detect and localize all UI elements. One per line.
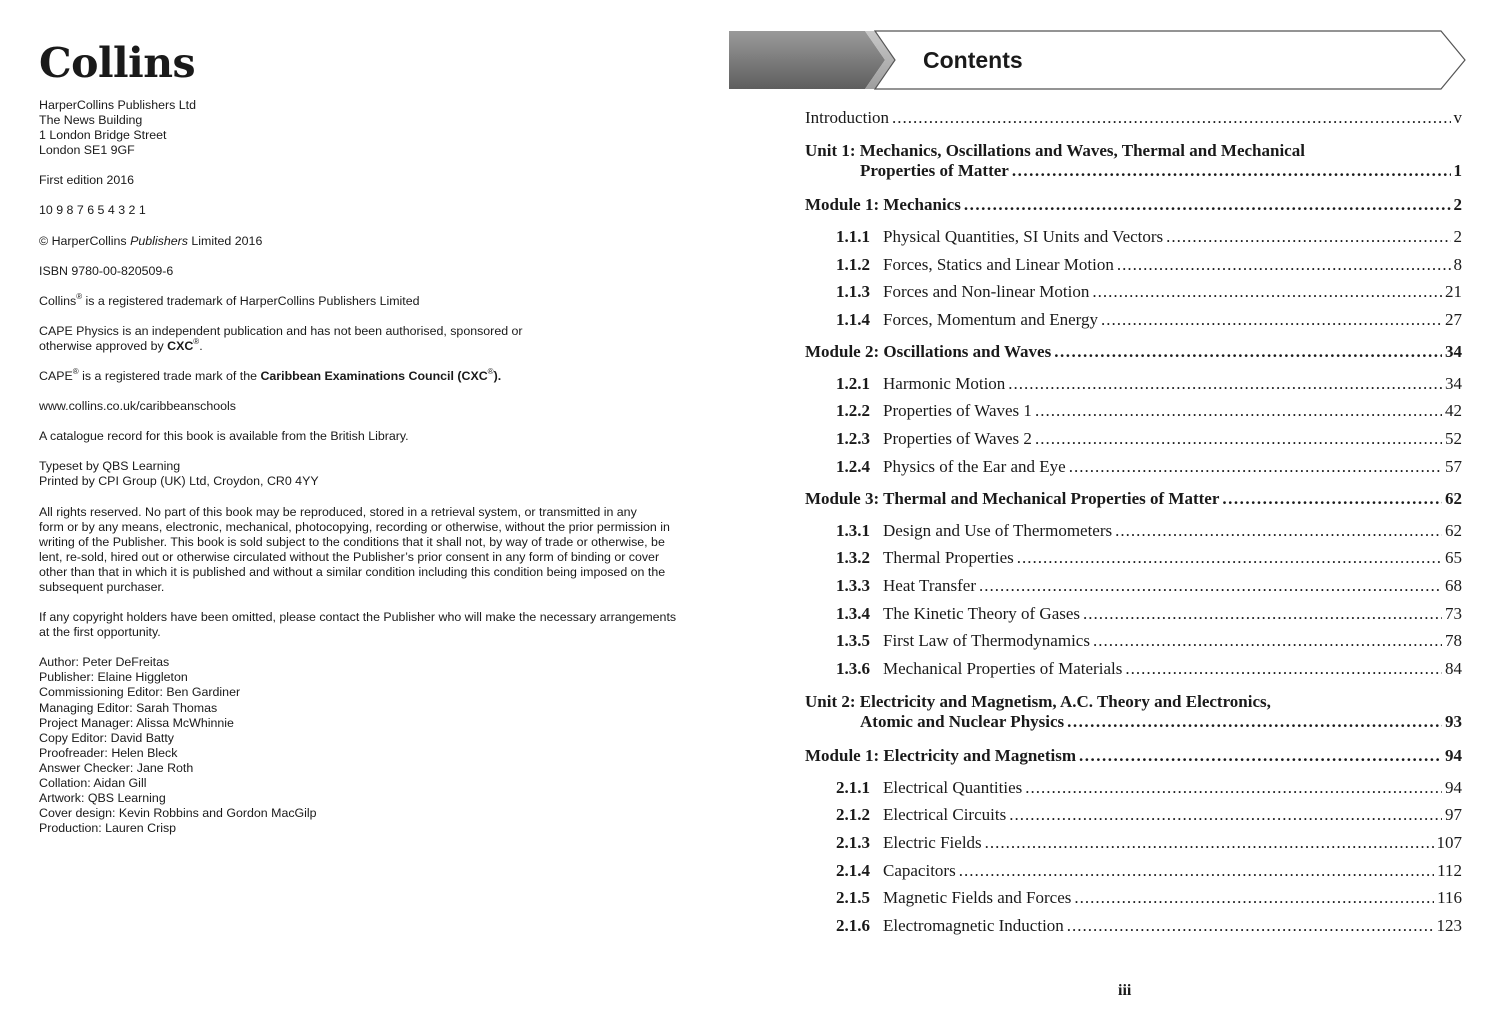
toc-section[interactable]: 1.3.3 Heat Transfer ..... 68 <box>805 576 1462 604</box>
copyright-text: © HarperCollins Publishers Limited 2016 <box>39 233 263 248</box>
unit-title-line2: Atomic and Nuclear Physics ..... 93 <box>805 712 1462 732</box>
address-line: London SE1 9GF <box>39 143 135 158</box>
isbn-text: ISBN 9780-00-820509-6 <box>39 263 174 278</box>
rights-text: All rights reserved. No part of this book may be reproduced, stored in a retrieval system, or transmitted in any form or by any means, electronic, mechanical, photocopying, recording or otherwise, without the prior permission in writing of the Publisher. This book is sold subject to the conditions that it shall not, by way of trade or otherwise, be lent, re-sold, hired out or otherwise circulated without the Publisher’s prior consent in any form of binding or cover other than that in which it is published and without a similar condition including this condition being imposed on the subsequent purchaser. <box>39 504 670 594</box>
unit-title-line2: Properties of Matter ..... 1 <box>805 161 1462 181</box>
toc-section[interactable]: 1.3.4 The Kinetic Theory of Gases ..... 73 <box>805 604 1462 632</box>
toc-section[interactable]: 1.3.1 Design and Use of Thermometers ..... 62 <box>805 521 1462 549</box>
toc-section[interactable]: 1.1.4 Forces, Momentum and Energy ..... 27 <box>805 310 1462 338</box>
cape-trademark-text: CAPE® is a registered trade mark of the Caribbean Examinations Council (CXC®). <box>39 366 502 384</box>
omitted-holders-text: If any copyright holders have been omitted, please contact the Publisher who will make the necessary arrangements at the first opportunity. <box>39 610 677 640</box>
toc-section[interactable]: 1.1.1 Physical Quantities, SI Units and Vectors ..... 2 <box>805 227 1462 255</box>
toc-section[interactable]: 1.3.6 Mechanical Properties of Materials ..... 84 <box>805 659 1462 687</box>
credit-line: Copy Editor: David Batty <box>39 730 174 745</box>
trademark-text: Collins® is a registered trademark of HarperCollins Publishers Limited <box>39 291 420 308</box>
credit-line: Production: Lauren Crisp <box>39 821 177 836</box>
toc-section[interactable]: 2.1.1 Electrical Quantities ..... 94 <box>805 778 1462 806</box>
toc-entry-module-1-2[interactable]: Module 2: Oscillations and Waves ..... 34 <box>805 338 1462 374</box>
address-line: HarperCollins Publishers Ltd <box>39 98 197 112</box>
address-line: 1 London Bridge Street <box>39 128 167 143</box>
catalogue-text: A catalogue record for this book is available from the British Library. <box>39 429 409 444</box>
toc-entry-module-1-3[interactable]: Module 3: Thermal and Mechanical Properties of Matter ..... 62 <box>805 485 1462 521</box>
collins-logo: Collins <box>39 39 196 87</box>
table-of-contents <box>805 108 1462 944</box>
credit-line: Answer Checker: Jane Roth <box>39 760 194 775</box>
credit-line: Artwork: QBS Learning <box>39 791 166 806</box>
toc-entry-introduction[interactable]: Introduction ..... v <box>805 108 1462 136</box>
toc-section[interactable]: 2.1.3 Electric Fields ..... 107 <box>805 833 1462 861</box>
toc-section[interactable]: 2.1.2 Electrical Circuits ..... 97 <box>805 805 1462 833</box>
toc-section[interactable]: 1.2.1 Harmonic Motion ..... 34 <box>805 374 1462 402</box>
toc-entry-module-2-1[interactable]: Module 1: Electricity and Magnetism ..... 94 <box>805 742 1462 778</box>
toc-section[interactable]: 1.1.2 Forces, Statics and Linear Motion ..... 8 <box>805 255 1462 283</box>
toc-section[interactable]: 1.2.4 Physics of the Ear and Eye ..... 57 <box>805 457 1462 485</box>
credit-line: Proofreader: Helen Bleck <box>39 745 178 760</box>
credit-line: Managing Editor: Sarah Thomas <box>39 700 218 715</box>
typeset-text: Typeset by QBS Learning Printed by CPI Group (UK) Ltd, Croydon, CR0 4YY <box>39 459 319 489</box>
edition-text: First edition 2016 <box>39 173 135 188</box>
banner-arrow-shape <box>729 30 1469 90</box>
toc-section[interactable]: 1.2.2 Properties of Waves 1 ..... 42 <box>805 401 1462 429</box>
unit-title-line1: Unit 2: Electricity and Magnetism, A.C. Theory and Electronics, <box>805 691 1271 711</box>
credit-line: Project Manager: Alissa McWhinnie <box>39 715 234 730</box>
toc-section[interactable]: 2.1.6 Electromagnetic Induction ..... 123 <box>805 916 1462 944</box>
toc-entry-module-1-1[interactable]: Module 1: Mechanics ..... 2 <box>805 191 1462 227</box>
toc-section[interactable]: 1.3.5 First Law of Thermodynamics ..... 78 <box>805 631 1462 659</box>
unit-title-line1: Unit 1: Mechanics, Oscillations and Waves, Thermal and Mechanical <box>805 141 1305 160</box>
website-link[interactable]: www.collins.co.uk/caribbeanschools <box>39 399 236 414</box>
credits-list <box>39 655 699 836</box>
toc-section[interactable]: 1.3.2 Thermal Properties ..... 65 <box>805 548 1462 576</box>
credit-line: Publisher: Elaine Higgleton <box>39 670 188 685</box>
toc-section[interactable]: 2.1.4 Capacitors ..... 112 <box>805 861 1462 889</box>
toc-entry-unit-1[interactable] <box>805 136 1462 191</box>
contents-heading: Contents <box>923 47 1023 73</box>
publisher-address <box>39 98 699 158</box>
toc-section[interactable]: 2.1.5 Magnetic Fields and Forces ..... 116 <box>805 888 1462 916</box>
print-line: 10 9 8 7 6 5 4 3 2 1 <box>39 203 146 218</box>
credit-line: Commissioning Editor: Ben Gardiner <box>39 685 241 700</box>
toc-section[interactable]: 1.1.3 Forces and Non-linear Motion ..... 21 <box>805 282 1462 310</box>
contents-banner <box>729 30 1469 90</box>
credit-line: Author: Peter DeFreitas <box>39 655 170 670</box>
imprint-page <box>39 40 699 851</box>
page-number: iii <box>1118 982 1132 999</box>
credit-line: Cover design: Kevin Robbins and Gordon MacGilp <box>39 806 317 821</box>
independent-publication-text: CAPE Physics is an independent publication and has not been authorised, sponsored or otherwise approved by CXC®. <box>39 323 523 353</box>
credit-line: Collation: Aidan Gill <box>39 776 147 790</box>
toc-entry-unit-2[interactable] <box>805 687 1462 742</box>
address-line: The News Building <box>39 113 143 128</box>
toc-section[interactable]: 1.2.3 Properties of Waves 2 ..... 52 <box>805 429 1462 457</box>
